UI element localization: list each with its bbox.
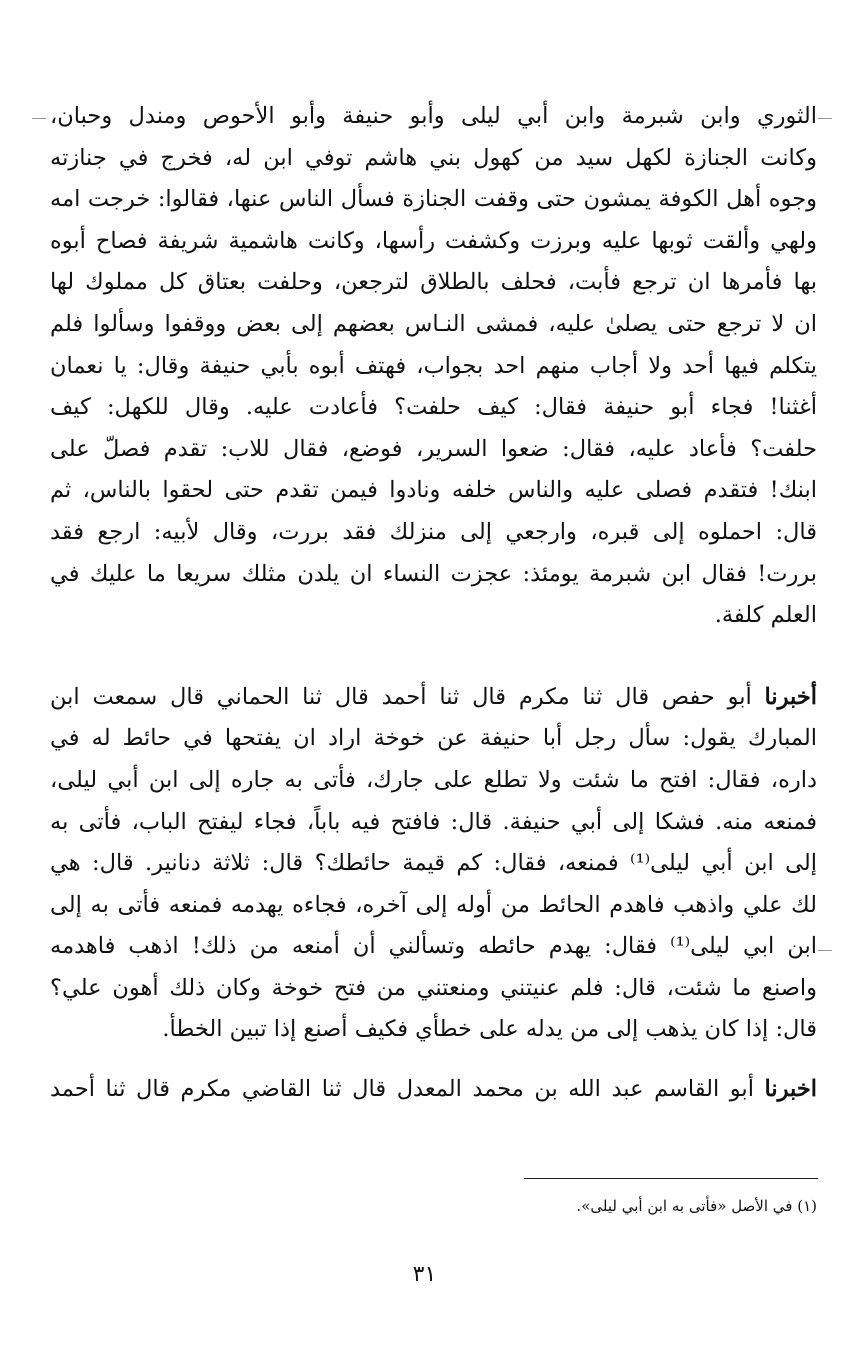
narration-lead: اخبرنا [764, 1076, 817, 1103]
paragraph-3 [50, 1069, 817, 1111]
footnote: (١) في الأصل «فأتى به ابن أبي ليلى». [576, 1197, 817, 1215]
text-line: بررت! فقال ابن شبرمة يومئذ: عجزت النساء ان يلدن مثلك سريعا ما عليك في [50, 560, 817, 587]
margin-mark [32, 118, 46, 119]
page-number: ٣١ [412, 1262, 437, 1287]
text-line: بها فأمرها ان ترجع فأبت، فحلف بالطلاق لترجعن، وحلفت بعتاق كل مملوك لها [50, 269, 817, 296]
paragraph-2 [50, 677, 817, 1051]
narration-lead: أخبرنا [764, 683, 817, 710]
text-line: المبارك يقول: سأل رجل أبا حنيفة عن خوخة اراد ان يفتحها في حائط له في [50, 725, 817, 752]
text-line: العلم كلفة. [714, 602, 817, 629]
text-line: حلفت؟ فأعاد عليه، فقال: ضعوا السرير، فوضع، فقال للاب: تقدم فصلّ على [50, 435, 817, 462]
text-line: قال: احملوه إلى قبره، وارجعي إلى منزلك فقد بررت، وقال لأبيه: ارجع فقد [50, 518, 817, 545]
margin-mark [818, 950, 832, 951]
text-line [50, 677, 817, 719]
text-run: أبو القاسم عبد الله بن محمد المعدل قال ثنا القاضي مكرم قال ثنا أحمد [50, 1076, 765, 1103]
text-line: وجوه أهل الكوفة يمشون حتى وقفت الجنازة فسأل الناس عنها، فقالوا: خرجت امه [50, 186, 817, 213]
text-line: قال: إذا كان يذهب إلى من يدله على خطأي فكيف أصنع إذا تبين الخطأ. [162, 1016, 817, 1043]
text-line: لك علي واذهب فاهدم الحائط من أوله إلى آخره، فجاءه يهدمه فمنعه فأتى به إلى [50, 891, 817, 918]
text-line: وكانت الجنازة لكهل سيد من كهول بني هاشم توفي ابن له، فخرج في جنازته [50, 144, 817, 171]
text-line: الثوري وابن شبرمة وابن أبي ليلى وأبو حنيفة وأبو الأحوص ومندل وحبان، [50, 103, 817, 129]
text-line: إلى ابن أبي ليلى⁽¹⁾ فمنعه، فقال: كم قيمة حائطك؟ قال: ثلاثة دنانير. قال: هي [50, 850, 817, 877]
paragraph-1 [50, 96, 817, 637]
text-run: أبو حفص قال ثنا مكرم قال ثنا أحمد قال ثنا الحماني قال سمعت ابن [50, 683, 765, 710]
text-line: ان لا ترجع حتى يصلىٰ عليه، فمشى النـاس بعضهم إلى بعض ووقفوا وسألوا فلم [50, 310, 817, 337]
text-line: ابنك! فتقدم فصلى عليه والناس خلفه ونادوا فيمن تقدم حتى لحقوا بالناس، ثم [50, 477, 817, 504]
text-line: يتكلم فيها أحد ولا أجاب منهم احد بجواب، فهتف أبوه بأبي حنيفة وقال: يا نعمان [50, 352, 817, 379]
text-line: داره، فقال: افتح ما شئت ولا تطلع على جارك، فأتى به جاره إلى ابن أبي ليلى، [50, 766, 817, 793]
text-line: واصنع ما شئت، قال: فلم عنيتني ومنعتني من فتح خوخة وكان ذلك أهون علي؟ [50, 974, 817, 1001]
text-line [50, 1069, 817, 1111]
text-line: ولهي وألقت ثوبها عليه وبرزت وكشفت رأسها، وكانت هاشمية شريفة فصاح أبوه [50, 227, 817, 254]
text-line: أغثنا! فجاء أبو حنيفة فقال: كيف حلفت؟ فأعادت عليه. وقال للكهل: كيف [50, 394, 817, 421]
footnote-divider [524, 1178, 818, 1179]
text-line: ابن ابي ليلى⁽¹⁾ فقال: يهدم حائطه وتسألني أن أمنعه من ذلك! اذهب فاهدمه [50, 933, 817, 960]
body-text [50, 96, 817, 1111]
text-line: فمنعه منه. فشكا إلى أبي حنيفة. قال: فافتح فيه باباً، فجاء ليفتح الباب، فأتى به [50, 808, 817, 835]
margin-mark [818, 118, 832, 119]
